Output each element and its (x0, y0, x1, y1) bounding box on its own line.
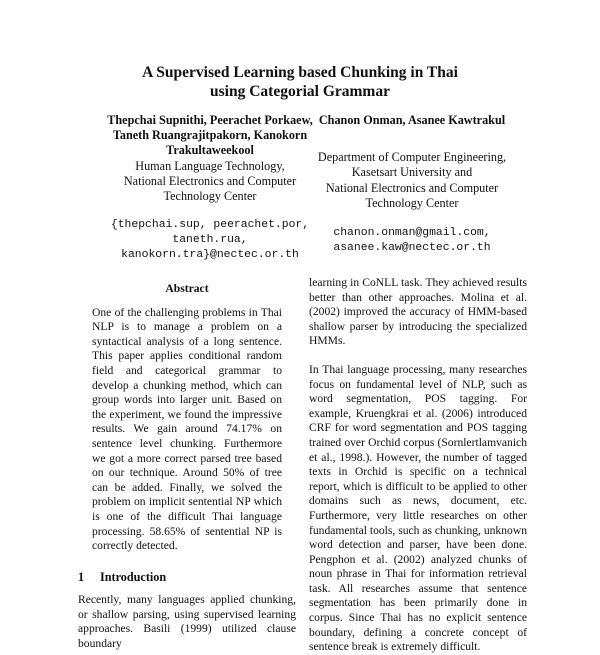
affiliation-left-line-3: Technology Center (163, 189, 257, 204)
author-names-left: Thepchai Supnithi, Peerachet Porkaew, Taneth Ruangrajitpakorn, Kanokorn Trakultaweekool (107, 113, 313, 158)
author-names-right: Chanon Onman, Asanee Kawtrakul (318, 113, 506, 127)
paper-title (0, 63, 600, 101)
author-emails-left: {thepchai.sup, peerachet.por, taneth.rua, kanokorn.tra}@nectec.or.th (110, 219, 310, 262)
abstract-text: One of the challenging problems in Thai NLP is to manage a problem on a syntactical analysis of a long sentence. This paper applies conditional random field and categorical grammar to develop a chunking method, which can group words into larger unit. Based on the experiment, we found the impressive results. We gain around 74.17% on sentence level chunking. Furthermore we got a more correct parsed tree based on our technique. Around 50% of tree can be added. Finally, we solved the problem on implicit sentential NP which is one of the difficult Thai language processing. 58.65% of sentential NP is correctly detected. (92, 305, 282, 553)
title-line-1: A Supervised Learning based Chunking in Thai (142, 64, 458, 81)
author-emails-right: chanon.onman@gmail.com, asanee.kaw@nectec.or.th (333, 227, 491, 255)
section-title: Introduction (100, 569, 167, 584)
right-column (309, 276, 527, 655)
affiliation-right-line-3: Technology Center (365, 195, 459, 210)
affiliation-right-line-1: Department of Computer Engineering, Kasetsart University and (317, 150, 507, 180)
left-column (78, 282, 296, 652)
right-paragraph-1: learning in CoNLL task. They achieved results better than other approaches. Molina et al. (2002) improved the accuracy of HMM-based shallow parser by introducing the specialized HMMs. (309, 276, 527, 348)
section-heading-introduction (78, 570, 296, 585)
affiliation-left-line-1: Human Language Technology, (135, 158, 285, 173)
section-number: 1 (78, 569, 85, 584)
title-line-2: using Categorial Grammar (210, 83, 390, 100)
affiliation-left-line-2: National Electronics and Computer (123, 173, 297, 188)
author-block-right (312, 113, 512, 256)
abstract-heading: Abstract (165, 282, 209, 295)
right-paragraph-2: In Thai language processing, many researches focus on fundamental level of NLP, such as word segmentation, POS tagging. For example, Kruengkrai et al. (2006) introduced CRF for word segmentation and POS tagging trained over Orchid corpus (Sornlertlamvanich et al., 1998.). However, the number of tagged texts in Orchid is specific on a technical report, which is difficult to be applied to other domains such as news, document, etc. Furthermore, very little researches on other fundamental tools, such as chunking, unknown word detection and parser, have been done. Pengphon et al. (2002) analyzed chunks of noun phrase in Thai for information retrieval task. All researches assume that sentence segmentation has been primarily done in corpus. Since Thai has no explicit sentence boundary, defining a concrete concept of sentence break is extremely difficult. (309, 362, 527, 654)
affiliation-right-line-2: National Electronics and Computer (325, 180, 499, 195)
introduction-paragraph: Recently, many languages applied chunking, or shallow parsing, using supervised learning approaches. Basili (1999) utilized clause boundary (78, 593, 296, 651)
author-block-left (100, 113, 320, 263)
